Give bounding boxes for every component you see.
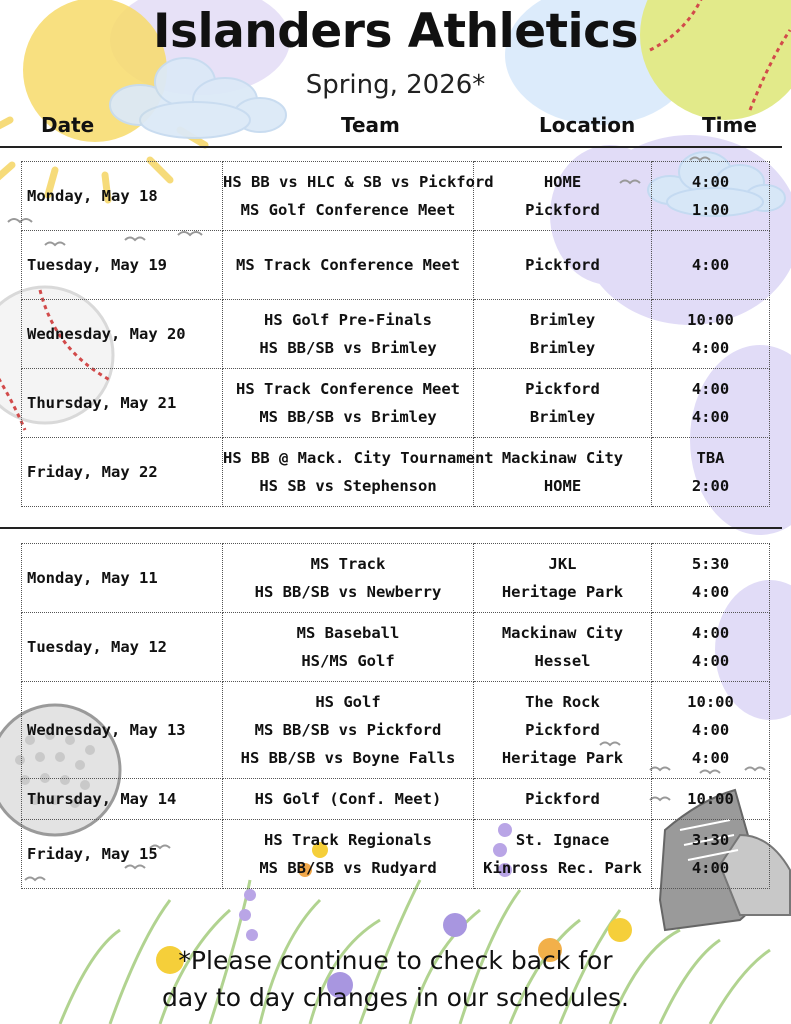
date-cell bbox=[22, 438, 223, 507]
table-row bbox=[22, 231, 770, 300]
team-name: HS Golf (Conf. Meet) bbox=[254, 790, 442, 808]
date-label: Tuesday, May 12 bbox=[27, 638, 167, 656]
team-cell bbox=[223, 300, 474, 369]
team-name: MS BB/SB vs Rudyard bbox=[259, 859, 437, 877]
header-divider bbox=[0, 146, 782, 148]
game-time: 4:00 bbox=[691, 256, 730, 274]
schedule-table-week-1 bbox=[21, 161, 770, 507]
team-cell bbox=[223, 544, 474, 613]
team-cell bbox=[223, 231, 474, 300]
date-label: Monday, May 18 bbox=[27, 187, 158, 205]
game-time: 5:30 bbox=[691, 555, 730, 573]
table-row bbox=[22, 438, 770, 507]
team-name: HS Track Conference Meet bbox=[236, 380, 460, 398]
team-name: MS BB/SB vs Brimley bbox=[259, 408, 437, 426]
table-row bbox=[22, 544, 770, 613]
game-time: 2:00 bbox=[691, 477, 730, 495]
team-cell bbox=[223, 369, 474, 438]
footer-line-2: day to day changes in our schedules. bbox=[162, 983, 629, 1012]
game-time: 4:00 bbox=[691, 721, 730, 739]
time-cell bbox=[652, 162, 770, 231]
date-label: Wednesday, May 20 bbox=[27, 325, 186, 343]
team-cell bbox=[223, 682, 474, 779]
date-label: Wednesday, May 13 bbox=[27, 721, 186, 739]
game-time: 4:00 bbox=[691, 749, 730, 767]
date-cell bbox=[22, 231, 223, 300]
team-cell bbox=[223, 820, 474, 889]
column-header-location: Location bbox=[539, 113, 636, 137]
location-name: Kinross Rec. Park bbox=[483, 859, 642, 877]
game-time: 4:00 bbox=[691, 173, 730, 191]
team-name: HS/MS Golf bbox=[301, 652, 395, 670]
game-time: 4:00 bbox=[691, 339, 730, 357]
location-name: Pickford bbox=[525, 790, 600, 808]
table-row bbox=[22, 162, 770, 231]
team-name: HS Track Regionals bbox=[264, 831, 432, 849]
date-label: Thursday, May 14 bbox=[27, 790, 177, 808]
team-name: HS BB vs HLC & SB vs Pickford bbox=[223, 173, 494, 191]
location-cell bbox=[474, 300, 652, 369]
date-cell bbox=[22, 682, 223, 779]
team-name: HS BB/SB vs Newberry bbox=[254, 583, 442, 601]
time-cell bbox=[652, 682, 770, 779]
table-row bbox=[22, 369, 770, 438]
location-cell bbox=[474, 369, 652, 438]
date-label: Tuesday, May 19 bbox=[27, 256, 167, 274]
game-time: 4:00 bbox=[691, 408, 730, 426]
time-cell bbox=[652, 438, 770, 507]
location-name: Brimley bbox=[529, 408, 596, 426]
game-time: 10:00 bbox=[687, 693, 734, 711]
location-name: Pickford bbox=[525, 256, 600, 274]
location-cell bbox=[474, 162, 652, 231]
time-cell bbox=[652, 544, 770, 613]
game-time: 3:30 bbox=[691, 831, 730, 849]
location-cell bbox=[474, 544, 652, 613]
team-cell bbox=[223, 438, 494, 507]
location-name: St. Ignace bbox=[515, 831, 610, 849]
location-cell bbox=[474, 438, 652, 507]
team-name: HS SB vs Stephenson bbox=[259, 477, 437, 495]
game-time: 4:00 bbox=[691, 652, 730, 670]
location-name: Pickford bbox=[525, 380, 600, 398]
date-label: Friday, May 15 bbox=[27, 845, 158, 863]
column-header-date: Date bbox=[41, 113, 95, 137]
game-time: TBA bbox=[696, 449, 725, 467]
team-name: MS Track Conference Meet bbox=[236, 256, 460, 274]
team-name: HS Golf Pre-Finals bbox=[264, 311, 432, 329]
column-header-time: Time bbox=[702, 113, 757, 137]
time-cell bbox=[652, 300, 770, 369]
team-name: MS Baseball bbox=[296, 624, 400, 642]
location-name: Brimley bbox=[529, 339, 596, 357]
column-header-team: Team bbox=[341, 113, 400, 137]
table-row bbox=[22, 300, 770, 369]
date-label: Friday, May 22 bbox=[27, 463, 158, 481]
schedule-table-week-2 bbox=[21, 543, 770, 889]
team-name: HS Golf bbox=[315, 693, 381, 711]
game-time: 4:00 bbox=[691, 583, 730, 601]
location-cell bbox=[474, 682, 652, 779]
time-cell bbox=[652, 231, 770, 300]
date-cell bbox=[22, 300, 223, 369]
date-cell bbox=[22, 369, 223, 438]
game-time: 10:00 bbox=[687, 790, 734, 808]
location-name: HOME bbox=[543, 477, 582, 495]
location-cell bbox=[474, 231, 652, 300]
game-time: 1:00 bbox=[691, 201, 730, 219]
section-divider bbox=[0, 527, 782, 529]
page-subtitle: Spring, 2026* bbox=[305, 70, 486, 100]
location-name: Hessel bbox=[534, 652, 591, 670]
location-name: The Rock bbox=[525, 693, 600, 711]
location-name: JKL bbox=[548, 555, 577, 573]
game-time: 4:00 bbox=[691, 624, 730, 642]
table-row bbox=[22, 682, 770, 779]
location-name: Heritage Park bbox=[501, 583, 624, 601]
location-name: Pickford bbox=[525, 201, 600, 219]
team-name: HS BB/SB vs Brimley bbox=[259, 339, 437, 357]
location-name: Mackinaw City bbox=[501, 449, 624, 467]
location-name: Heritage Park bbox=[501, 749, 624, 767]
footer-line-1: *Please continue to check back for bbox=[178, 946, 613, 975]
table-row bbox=[22, 820, 770, 889]
date-label: Monday, May 11 bbox=[27, 569, 158, 587]
team-name: MS BB/SB vs Pickford bbox=[254, 721, 442, 739]
page-title: Islanders Athletics bbox=[153, 4, 638, 59]
team-cell bbox=[223, 162, 494, 231]
date-label: Thursday, May 21 bbox=[27, 394, 177, 412]
time-cell bbox=[652, 779, 770, 820]
location-cell bbox=[474, 613, 652, 682]
time-cell bbox=[652, 820, 770, 889]
location-cell bbox=[474, 820, 652, 889]
team-name: HS BB/SB vs Boyne Falls bbox=[240, 749, 456, 767]
location-name: HOME bbox=[543, 173, 582, 191]
game-time: 4:00 bbox=[691, 380, 730, 398]
location-name: Mackinaw City bbox=[501, 624, 624, 642]
location-cell bbox=[474, 779, 652, 820]
time-cell bbox=[652, 613, 770, 682]
table-row bbox=[22, 779, 770, 820]
location-name: Brimley bbox=[529, 311, 596, 329]
location-name: Pickford bbox=[525, 721, 600, 739]
game-time: 10:00 bbox=[687, 311, 734, 329]
game-time: 4:00 bbox=[691, 859, 730, 877]
team-cell bbox=[223, 613, 474, 682]
date-cell bbox=[22, 820, 223, 889]
team-cell bbox=[223, 779, 474, 820]
date-cell bbox=[22, 544, 223, 613]
team-name: HS BB @ Mack. City Tournament bbox=[223, 449, 494, 467]
footer-note bbox=[0, 942, 791, 1016]
date-cell bbox=[22, 613, 223, 682]
time-cell bbox=[652, 369, 770, 438]
date-cell bbox=[22, 162, 223, 231]
team-name: MS Track bbox=[310, 555, 386, 573]
table-row bbox=[22, 613, 770, 682]
date-cell bbox=[22, 779, 223, 820]
team-name: MS Golf Conference Meet bbox=[240, 201, 456, 219]
